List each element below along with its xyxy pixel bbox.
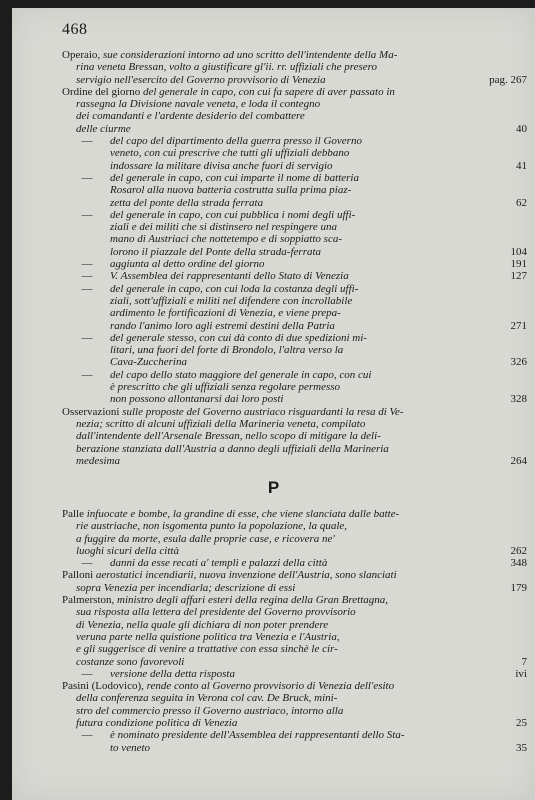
entry-line <box>62 86 485 98</box>
entry-line <box>110 393 485 405</box>
entry-line <box>62 98 485 110</box>
entry-dash: — <box>81 208 93 221</box>
entry-page-ref: 328 <box>510 393 527 406</box>
entry-text: nezia; scritto di alcuni uffiziali della Marineria veneta, compilato <box>76 417 366 430</box>
entry-page-ref: 7 <box>521 655 527 668</box>
index-entry <box>62 557 529 569</box>
entry-line <box>62 631 485 643</box>
index-entry <box>62 270 529 282</box>
index-entry <box>62 680 529 729</box>
entry-line <box>110 160 485 172</box>
entry-text: zetta del ponte della strada ferrata <box>110 196 264 209</box>
entry-text: del generale stesso, con cui dà conto di due spedizioni mi- <box>110 331 367 344</box>
entry-text: sua risposta alla lettera del presidente del Governo provvisorio <box>76 606 356 619</box>
index-entry <box>62 569 529 594</box>
entry-line <box>62 582 485 594</box>
index-section-o <box>62 49 529 467</box>
entry-line <box>62 430 485 442</box>
entry-line <box>62 123 485 135</box>
entry-page-ref: 179 <box>510 581 527 594</box>
entry-heading: Operaio, <box>62 49 103 61</box>
entry-line <box>62 717 485 729</box>
entry-text: sopra Venezia per incendiarla; descrizione di essi <box>76 581 296 594</box>
entry-text: medesima <box>76 454 120 467</box>
entry-text: veneto, con cui prescrive che tutti gli uffiziali debbano <box>110 147 350 160</box>
entry-page-ref: 271 <box>510 319 527 332</box>
index-entry <box>62 406 529 467</box>
entry-text: litari, una fuori del forte di Brondolo, l'altra verso la <box>110 344 344 357</box>
entry-text: del generale in capo, con cui fa sapere di aver passato in <box>142 85 395 98</box>
entry-line <box>110 135 485 147</box>
entry-line <box>110 729 485 741</box>
entry-text: V. Assemblea dei rappresentanti dello Stato di Venezia <box>110 270 349 283</box>
entry-text: a fuggire da morte, esula dalle proprie case, e ricovera ne' <box>76 532 335 545</box>
entry-text: to veneto <box>110 741 151 754</box>
entry-text: indossare la militare divisa anche fuori di servigio <box>110 159 333 172</box>
entry-page-ref: pag. 267 <box>489 73 527 86</box>
entry-line <box>62 692 485 704</box>
index-entry <box>62 369 529 406</box>
index-entry <box>62 332 529 369</box>
entry-text: costanze sono favorevoli <box>76 655 185 668</box>
entry-page-ref: 62 <box>516 196 527 209</box>
entry-heading: Ordine del giorno <box>62 85 143 98</box>
entry-line <box>62 418 485 430</box>
entry-text: sue considerazioni intorno ad uno scritto dell'intendente della Ma- <box>102 49 398 61</box>
index-entry <box>62 135 529 172</box>
entry-line <box>110 668 485 680</box>
entry-text: aerostatici incendiarii, nuova invenzione dell'Austria, sono slanciati <box>95 569 397 582</box>
entry-text: del capo del dipartimento della guerra presso il Governo <box>110 135 362 148</box>
entry-text: rando l'animo loro agli estremi destini della Patria <box>110 319 335 332</box>
entry-line <box>62 443 485 455</box>
entry-dash: — <box>81 171 93 184</box>
entry-text: berazione stanziata dall'Austria a danno degli uffiziali della Marineria <box>76 442 389 455</box>
index-entry <box>62 209 529 258</box>
entry-text: del generale in capo, con cui pubblica i nomi degli uffi- <box>110 208 356 221</box>
entry-page-ref: 326 <box>510 356 527 369</box>
entry-line <box>62 520 485 532</box>
entry-page-ref: 104 <box>510 245 527 258</box>
entry-line <box>62 406 485 418</box>
entry-text: servigio nell'esercito del Governo provvisorio di Venezia <box>76 73 326 86</box>
entry-page-ref: 35 <box>516 741 527 754</box>
entry-line <box>62 455 485 467</box>
entry-line <box>62 110 485 122</box>
index-entry <box>62 49 529 86</box>
entry-dash: — <box>81 258 93 271</box>
entry-page-ref: 191 <box>510 258 527 271</box>
entry-line <box>110 270 485 282</box>
entry-line <box>110 332 485 344</box>
entry-text: della conferenza seguita in Verona col cav. De Bruck, mini- <box>76 692 338 705</box>
entry-text: e gli suggerisce di venire a trattative con essa sinchè le cir- <box>76 643 338 656</box>
entry-text: veruna parte nella quistione politica tra Venezia e l'Austria, <box>76 630 340 643</box>
entry-line <box>62 705 485 717</box>
page-number: 468 <box>62 21 88 38</box>
entry-line <box>62 508 485 520</box>
entry-text: dall'intendente dell'Arsenale Bressan, nello scopo di mitigare la deli- <box>76 430 381 443</box>
entry-heading: Palle <box>62 508 87 520</box>
entry-line <box>62 656 485 668</box>
entry-line <box>110 147 485 159</box>
entry-line <box>62 49 485 61</box>
entry-line <box>110 197 485 209</box>
section-letter: P <box>267 478 280 497</box>
entry-text: ziali e dei militi che si distinsero nel respingere una <box>110 221 337 234</box>
entry-line <box>110 307 485 319</box>
index-section-p <box>62 508 529 754</box>
entry-text: mano di Austriaci che nottetempo e di soppiatto sca- <box>110 233 342 246</box>
entry-page-ref: 40 <box>516 122 527 135</box>
index-entry <box>62 172 529 209</box>
entry-text: è prescritto che gli uffiziali senza regolare permesso <box>110 381 341 394</box>
entry-dash: — <box>81 331 93 344</box>
entry-text: futura condizione politica di Venezia <box>76 717 238 730</box>
index-entry <box>62 258 529 270</box>
entry-text: luoghi sicuri della città <box>76 544 179 557</box>
index-entry <box>62 86 529 135</box>
index-entry <box>62 508 529 557</box>
entry-line <box>62 61 485 73</box>
entry-line <box>62 569 485 581</box>
entry-text: ardimento le fortificazioni di Venezia, e viene prepa- <box>110 307 341 320</box>
entry-text: delle ciurme <box>76 122 131 135</box>
entry-text: ziali, sott'uffiziali e militi nel difendere con incrollabile <box>110 294 353 307</box>
entry-page-ref: ivi <box>515 667 527 680</box>
entry-dash: — <box>81 270 93 283</box>
entry-line <box>110 742 485 754</box>
entry-line <box>110 557 485 569</box>
entry-dash: — <box>81 282 93 295</box>
entry-text: lorono il piazzale del Ponte della strada-ferrata <box>110 245 322 258</box>
entry-text: versione della detta risposta <box>110 667 235 680</box>
entry-page-ref: 262 <box>510 544 527 557</box>
index-entry <box>62 668 529 680</box>
entry-text: Cava-Zuccherina <box>110 356 187 369</box>
entry-page-ref: 264 <box>510 454 527 467</box>
entry-text: aggiunta al detto ordine del giorno <box>110 258 265 271</box>
entry-text: non possono allontanarsi dai loro posti <box>110 393 284 406</box>
entry-text: di Venezia, nella quale gli dichiara di non poter prendere <box>76 618 329 631</box>
entry-dash: — <box>81 729 93 742</box>
entry-line <box>110 233 485 245</box>
entry-heading: Palmerston, <box>62 594 117 607</box>
index-entry <box>62 283 529 332</box>
entry-text: infuocate e bombe, la grandine di esse, che viene slanciata dalle batte- <box>86 508 400 520</box>
entry-text: rende conto al Governo provvisorio di Venezia dell'esito <box>146 680 395 693</box>
entry-page-ref: 348 <box>510 557 527 570</box>
entry-line <box>110 221 485 233</box>
entry-line <box>110 381 485 393</box>
entry-text: Rosarol alla nuova batteria costrutta sulla prima piaz- <box>110 184 352 197</box>
entry-heading: Palloni <box>62 569 96 582</box>
entry-text: rassegna la Divisione navale veneta, e loda il contegno <box>76 98 321 111</box>
entry-line <box>110 283 485 295</box>
entry-line <box>110 320 485 332</box>
entry-page-ref: 41 <box>516 159 527 172</box>
entry-line <box>110 172 485 184</box>
entry-line <box>110 246 485 258</box>
entry-line <box>62 680 485 692</box>
entry-line <box>62 74 485 86</box>
entry-line <box>62 619 485 631</box>
entry-page-ref: 127 <box>510 270 527 283</box>
entry-line <box>110 356 485 368</box>
entry-line <box>110 184 485 196</box>
entry-text: stro del commercio presso il Governo austriaco, intorno alla <box>76 704 344 717</box>
index-entry <box>62 594 529 668</box>
entry-dash: — <box>81 135 93 148</box>
entry-heading: Pasini (Lodovico), <box>62 680 147 693</box>
entry-text: del capo dello stato maggiore del generale in capo, con cui <box>110 368 372 381</box>
entry-text: è nominato presidente dell'Assemblea dei rappresentanti dello Sta- <box>110 729 405 742</box>
entry-line <box>62 545 485 557</box>
index-entry <box>62 729 529 754</box>
entry-text: del generale in capo, con cui imparte il nome di batteria <box>110 171 359 184</box>
entry-text: ministro degli affari esteri della regina della Gran Brettagna, <box>117 594 389 607</box>
book-page <box>12 8 535 800</box>
entry-line <box>110 369 485 381</box>
entry-dash: — <box>81 667 93 680</box>
entry-dash: — <box>81 368 93 381</box>
entry-line <box>62 594 485 606</box>
entry-text: danni da esse recati a' templi e palazzi della città <box>110 557 328 570</box>
entry-text: sulle proposte del Governo austriaco risguardanti la resa di Ve- <box>122 405 404 418</box>
entry-line <box>110 209 485 221</box>
entry-text: rina veneta Bressan, volto a giustificare gl'ii. rr. uffiziali che presero <box>76 61 378 74</box>
entry-text: del generale in capo, con cui loda la costanza degli uffi- <box>110 282 359 295</box>
entry-line <box>62 533 485 545</box>
entry-line <box>62 606 485 618</box>
entry-text: dei comandanti e l'ardente desiderio del combattere <box>76 110 305 123</box>
entry-line <box>62 643 485 655</box>
entry-text: rie austriache, non isgomenta punto la popolazione, la quale, <box>76 520 348 533</box>
entry-heading: Osservazioni <box>62 405 123 418</box>
entry-line <box>110 295 485 307</box>
entry-line <box>110 344 485 356</box>
entry-line <box>110 258 485 270</box>
entry-dash: — <box>81 557 93 570</box>
entry-page-ref: 25 <box>516 717 527 730</box>
